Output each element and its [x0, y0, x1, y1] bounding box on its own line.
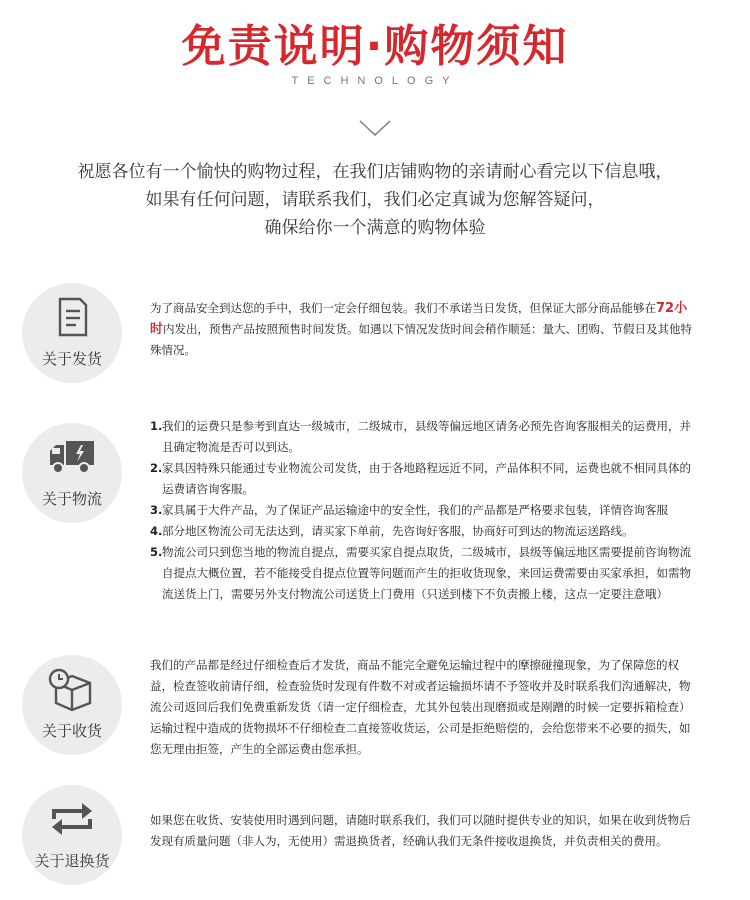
list-item: 5. 物流公司只到您当地的物流自提点，需要买家自提点取货，二级城市，县级等偏远地区需要提前咨询物流自提点大概位置，若不能接受自提点位置等问题而产生的拒收货现象，来回运费需要由买家承担，如需物流送货上门，需要另外支付物流公司送货上门费用（只送到楼下不负责搬上楼，这点一定要注意哦）: [150, 545, 691, 601]
shipping-label: 关于发货: [41, 350, 102, 368]
document-icon: [48, 295, 96, 339]
logistics-text: [150, 416, 695, 605]
receiving-text: 我们的产品都是经过仔细检查后才发货，商品不能完全避免运输过程中的摩擦碰撞现象，为了保障您的权益，检查签收前请仔细，检查验货时发现有件数不对或者运输损坏请不予签收并及时联系我们沟通解决，物流公司返回后我们免费重新发货（请一定仔细检查，尤其外包装出现磨损或是剐蹭的时候一定要拆箱检查）运输过程中造成的货物损坏不仔细检查二直接签收货运，公司是拒绝赔偿的，会给您带来不必要的损失，如您无理由拒签，产生的全部运费由您承担。: [150, 658, 691, 756]
shipping-text-b: 内发出，预售产品按照预售时间发货。如遇以下情况发货时间会稍作顺延：量大、团购、节假日及其他特殊情况。: [150, 322, 693, 357]
receiving-badge: [22, 655, 122, 755]
exchange-icon: [46, 797, 98, 841]
truck-icon: [46, 435, 98, 479]
intro-line-3: 确保给你一个满意的购物体验: [264, 218, 486, 238]
returns-badge: [22, 785, 122, 885]
list-item: 4. 部分地区物流公司无法达到，请买家下单前，先咨询好客服，协商好可到达的物流运送路线。: [150, 524, 634, 538]
page-title: 免责说明·购物须知: [181, 21, 569, 72]
receiving-label: 关于收货: [41, 722, 102, 740]
shipping-badge: [22, 283, 122, 383]
chevron-down-icon: [358, 118, 392, 138]
intro-line-2: 如果有任何问题，请联系我们，我们必定真诚为您解答疑问，: [145, 190, 605, 210]
page-subtitle: TECHNOLOGY: [291, 75, 459, 87]
list-item: 3. 家具属于大件产品，为了保证产品运输途中的安全性，我们的产品都是严格要求包装，详情咨询客服: [150, 503, 668, 517]
shipping-text-a: 为了商品安全到达您的手中，我们一定会仔细包装。我们不承诺当日发货，但保证大部分商品能够在: [150, 301, 656, 315]
intro-text: [0, 158, 750, 242]
logistics-label: 关于物流: [41, 490, 102, 508]
logistics-badge: [22, 423, 122, 523]
box-clock-icon: [46, 667, 98, 713]
shipping-text: [150, 298, 695, 361]
returns-text: 如果您在收货、安装使用时遇到问题，请随时联系我们，我们可以随时提供专业的知识，如果在收到货物后发现有质量问题（非人为，无使用）需退换货者，经确认我们无条件接收退换货，并负责相关的费用。: [150, 813, 691, 848]
list-item: 1. 我们的运费只是参考到直达一级城市，二级城市，县级等偏远地区请务必预先咨询客服相关的运费用，并且确定物流是否可以到达。: [150, 419, 691, 454]
shipping-highlight: 72小时: [150, 301, 688, 337]
list-item: 2. 家具因特殊只能通过专业物流公司发货，由于各地路程远近不同，产品体积不同，运费也就不相同具体的运费请咨询客服。: [150, 461, 691, 496]
returns-label: 关于退换货: [34, 852, 110, 870]
intro-line-1: 祝愿各位有一个愉快的购物过程，在我们店铺购物的亲请耐心看完以下信息哦，: [77, 162, 673, 182]
